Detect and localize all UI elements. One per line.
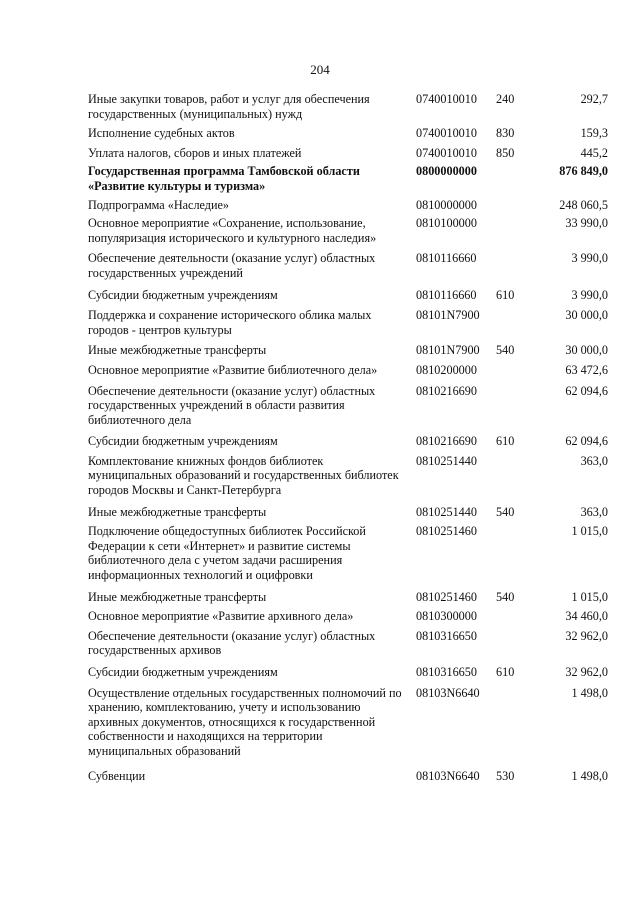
row-target-code: 0810200000 [416,362,477,377]
row-name: Иные межбюджетные трансферты [88,343,267,358]
table-row [88,302,608,337]
table-row [88,680,608,759]
row-amount: 292,7 [580,92,608,106]
row-target-code: 0810251440 [416,504,477,519]
row-amount: 445,2 [580,145,608,160]
row-target-code: 0740010010 [416,126,477,141]
row-name: Иные межбюджетные трансферты [88,504,267,519]
row-name: Осуществление отдельных государственных полномочий по хранению, комплектованию, учету и использованию архивных документов, относящихся к государственной собственности и находящихся на территории муниципальных образований [88,685,402,758]
budget-table [88,92,608,783]
row-amount: 1 015,0 [571,524,608,539]
row-expense-type: 850 [496,145,515,160]
row-name: Подключение общедоступных библиотек Российской Федерации к сети «Интернет» и развитие системы библиотечного дела с учетом задачи расширения информационных технологий и оцифровки [88,524,366,583]
table-row [88,378,608,428]
row-expense-type: 610 [496,287,515,302]
row-target-code: 0810216690 [416,383,477,398]
row-expense-type: 540 [496,504,515,519]
table-row [88,121,608,141]
table-row [88,245,608,280]
row-name: Исполнение судебных актов [88,126,235,141]
row-expense-type [492,194,526,213]
row-name: Субсидии бюджетным учреждениям [88,434,278,449]
row-name: Основное мероприятие «Сохранение, использование, популяризация исторического и культурного наследия» [88,216,377,245]
row-target-code: 0810300000 [416,609,477,624]
row-target-code: 08101N7900 [416,308,480,323]
row-name: Обеспечение деятельности (оказание услуг) областных государственных архивов [88,628,376,658]
row-amount: 1 015,0 [571,589,608,604]
row-amount: 32 962,0 [565,665,608,679]
table-row [88,281,608,303]
table-row [88,160,608,193]
row-expense-type [492,245,526,280]
row-target-code: 0810316650 [416,665,477,679]
row-name: Субсидии бюджетным учреждениям [88,665,278,679]
table-row [88,449,608,498]
page-number: 204 [310,62,330,77]
row-expense-type: 240 [496,92,515,106]
table-row [88,519,608,582]
row-expense-type [492,302,526,337]
row-name: Основное мероприятие «Развитие библиотечного дела» [88,362,378,377]
row-amount: 62 094,6 [565,434,608,449]
row-amount: 876 849,0 [559,164,608,179]
table-row [88,427,608,449]
table-row [88,658,608,680]
table-row [88,194,608,213]
table-row [88,604,608,624]
row-amount: 30 000,0 [565,343,608,358]
table-row [88,141,608,161]
row-name: Уплата налогов, сборов и иных платежей [88,145,302,160]
table-row [88,498,608,520]
table-row [88,583,608,605]
row-expense-type [492,212,526,245]
row-target-code: 0810000000 [416,197,477,212]
row-amount: 3 990,0 [571,287,608,302]
row-name: Государственная программа Тамбовской области «Развитие культуры и туризма» [88,164,360,193]
row-target-code: 08103N6640 [416,685,480,700]
row-amount: 1 498,0 [571,685,608,700]
row-expense-type [492,604,526,624]
row-amount: 248 060,5 [559,197,608,212]
row-name: Субсидии бюджетным учреждениям [88,287,278,302]
row-name: Обеспечение деятельности (оказание услуг) областных государственных учреждений в области развития библиотечного дела [88,383,376,427]
row-target-code: 0810251460 [416,589,477,604]
row-target-code: 0810251460 [416,524,477,539]
row-target-code: 0810116660 [416,287,477,302]
row-amount: 159,3 [580,126,608,141]
row-name: Иные закупки товаров, работ и услуг для обеспечения государственных (муниципальных) нужд [88,92,370,121]
row-target-code: 0740010010 [416,145,477,160]
row-target-code: 0810216690 [416,434,477,449]
row-target-code: 0740010010 [416,92,477,106]
table-row [88,92,608,121]
table-row [88,624,608,658]
row-expense-type: 540 [496,343,515,358]
row-name: Основное мероприятие «Развитие архивного дела» [88,609,354,624]
table-row [88,337,608,358]
table-row [88,759,608,784]
row-name: Подпрограмма «Наследие» [88,197,230,212]
row-expense-type: 530 [496,768,515,783]
row-name: Субвенции [88,768,146,783]
budget-table-body [88,92,608,783]
row-name: Комплектование книжных фондов библиотек муниципальных образований и государственных библиотек городов Москвы и Санкт-Петербурга [88,453,399,498]
row-amount: 30 000,0 [565,308,608,323]
row-name: Обеспечение деятельности (оказание услуг) областных государственных учреждений [88,251,376,280]
row-target-code: 08101N7900 [416,343,480,358]
row-amount: 3 990,0 [571,251,608,266]
row-amount: 1 498,0 [571,768,608,783]
row-expense-type: 830 [496,126,515,141]
row-expense-type [492,449,526,498]
row-amount: 33 990,0 [565,216,608,231]
row-target-code: 0810100000 [416,216,477,231]
row-target-code: 0810116660 [416,251,477,266]
row-expense-type [492,160,526,193]
row-expense-type: 610 [496,665,515,679]
row-target-code: 0810251440 [416,453,477,468]
row-amount: 63 472,6 [565,362,608,377]
row-amount: 363,0 [580,453,608,468]
row-amount: 34 460,0 [565,609,608,624]
row-amount: 32 962,0 [565,628,608,643]
table-row [88,212,608,245]
row-expense-type [492,624,526,658]
row-name: Иные межбюджетные трансферты [88,589,267,604]
row-expense-type [492,519,526,582]
row-target-code: 08103N6640 [416,768,480,783]
row-target-code: 0800000000 [416,164,477,179]
row-amount: 62 094,6 [565,383,608,398]
row-amount: 363,0 [580,504,608,519]
row-target-code: 0810316650 [416,628,477,643]
row-expense-type: 540 [496,589,515,604]
row-expense-type [492,680,526,759]
table-row [88,358,608,378]
row-expense-type: 610 [496,434,515,449]
row-expense-type [492,358,526,378]
row-expense-type [492,378,526,428]
row-name: Поддержка и сохранение исторического облика малых городов - центров культуры [88,308,372,337]
